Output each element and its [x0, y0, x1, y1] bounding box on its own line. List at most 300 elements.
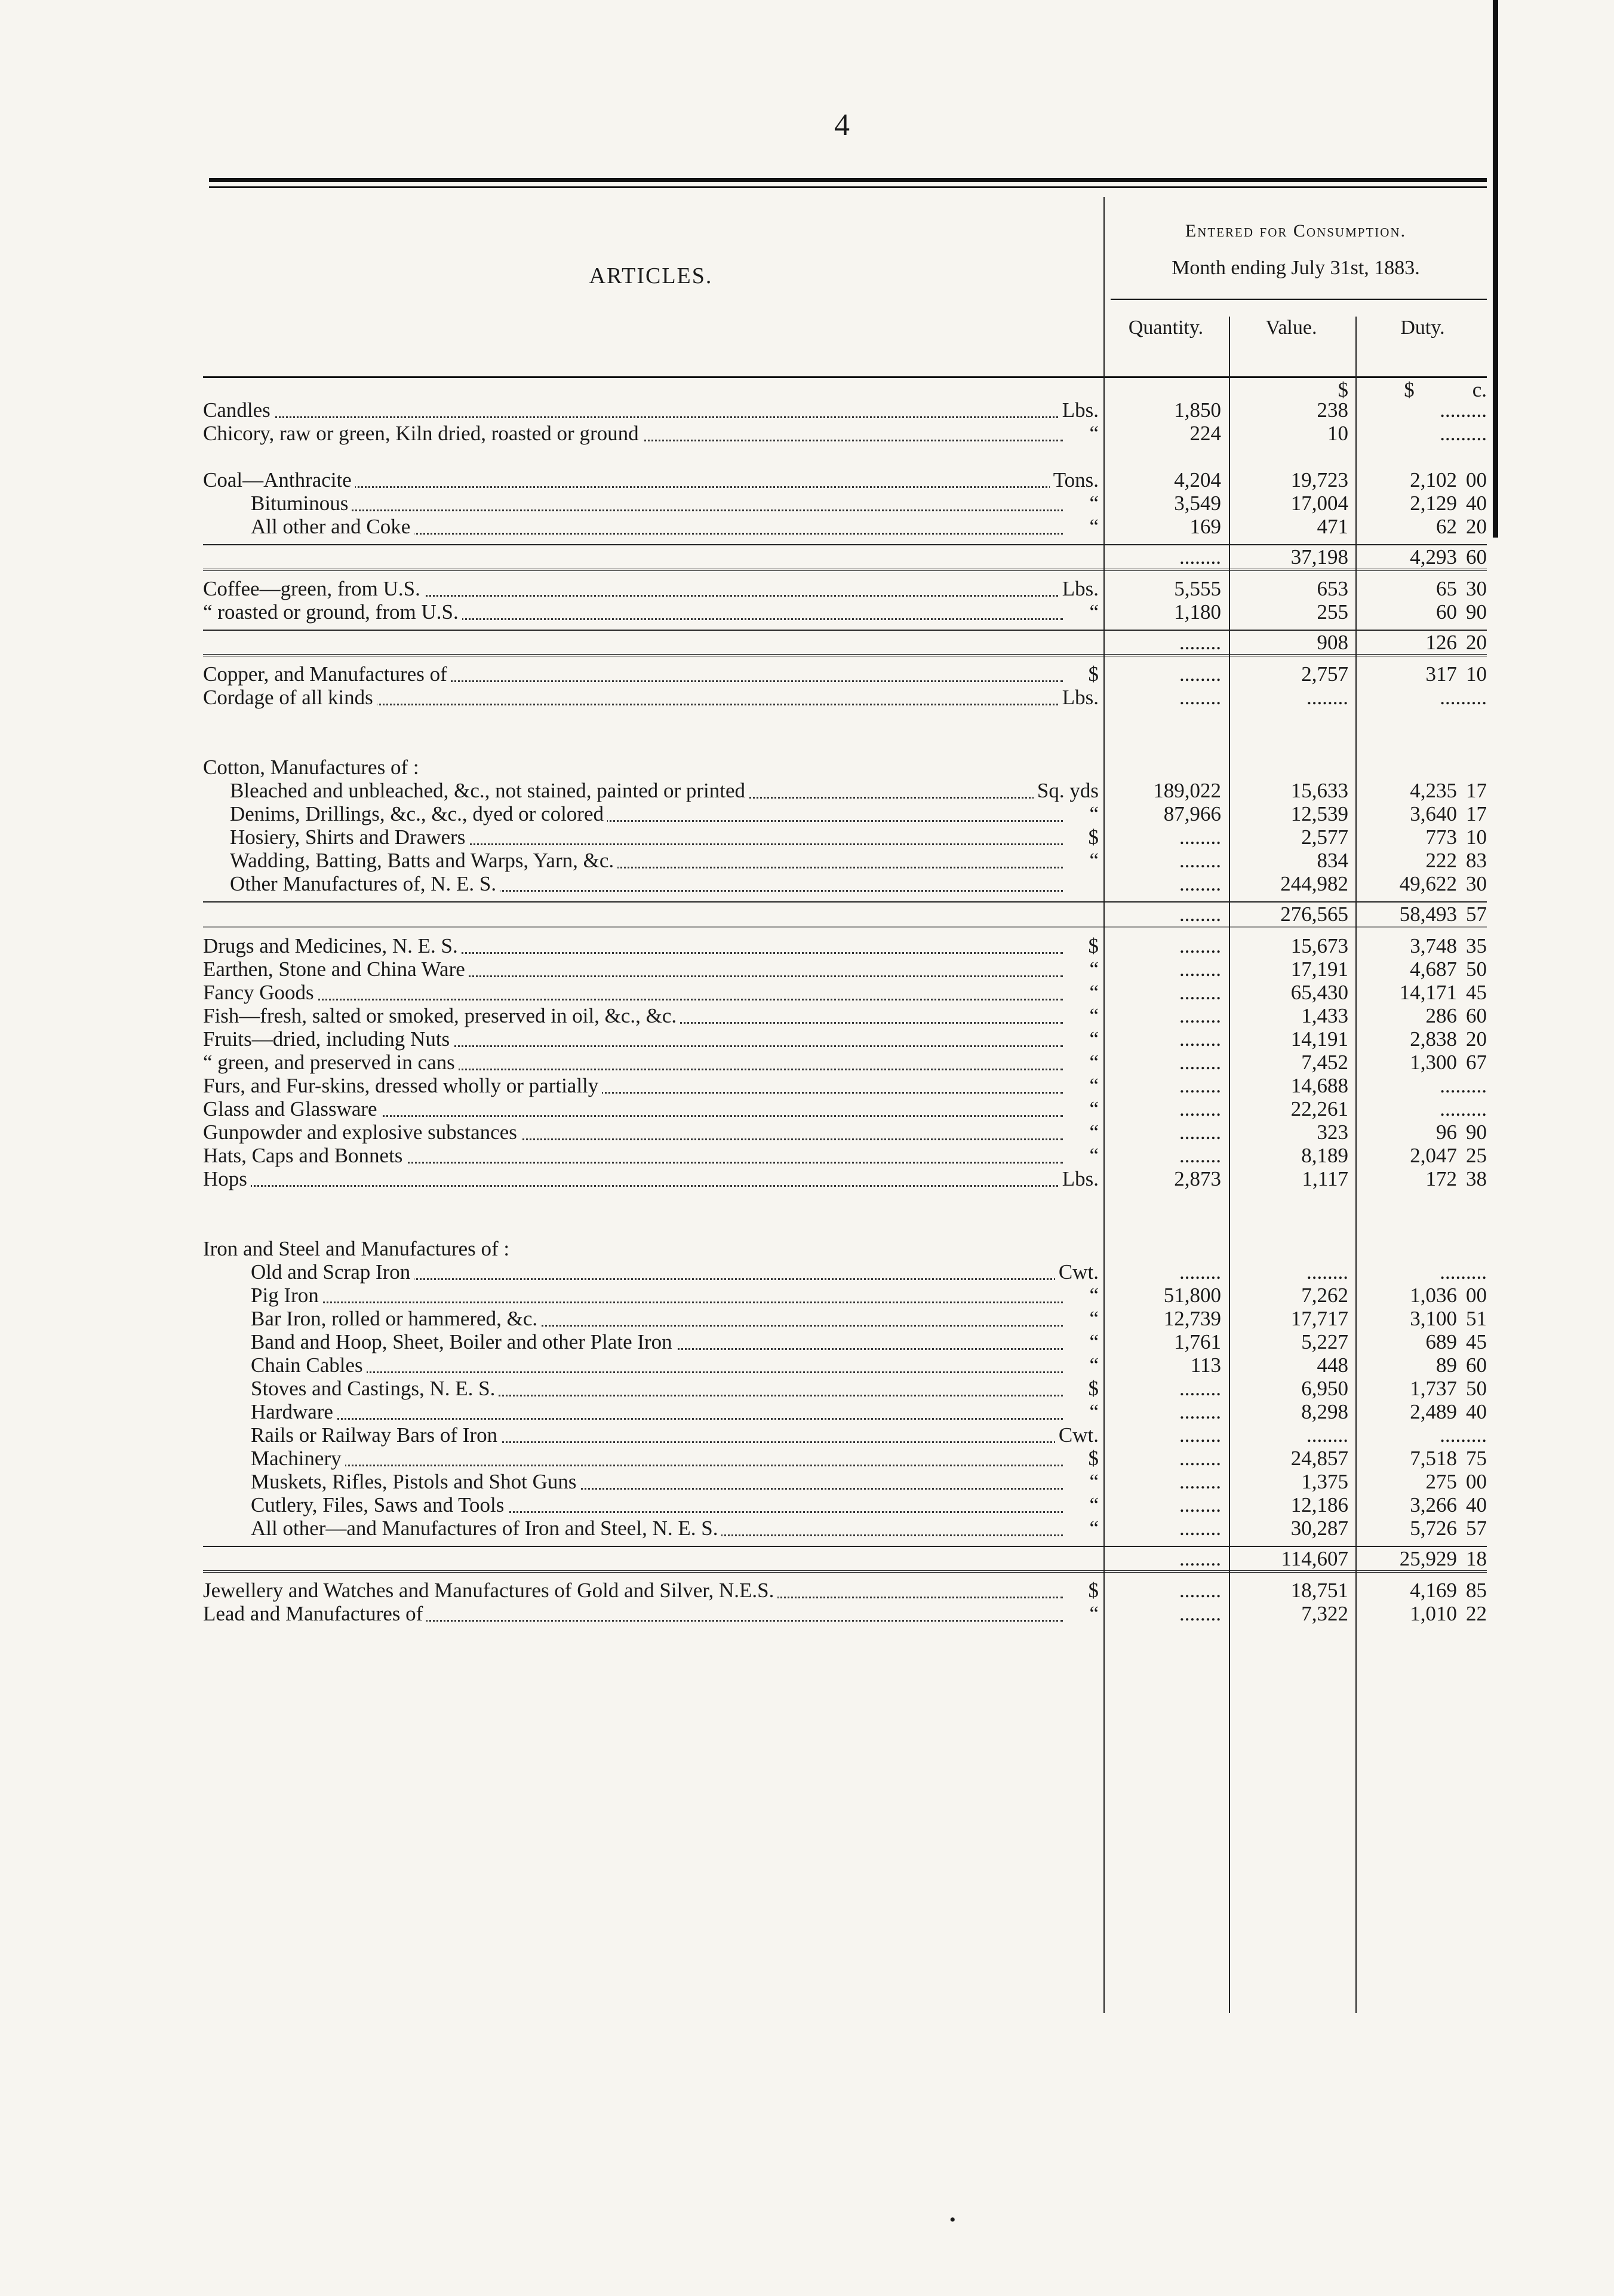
- article-label: [203, 422, 1099, 445]
- article-name: Denims, Drillings, &c., &c., dyed or colored: [230, 802, 607, 825]
- article-label: [251, 1447, 1099, 1470]
- article-name: Earthen, Stone and China Ware: [203, 957, 469, 981]
- table-row: [203, 756, 1487, 779]
- duty-dollars-cell: 4,293: [1410, 545, 1457, 569]
- quantity-cell: ........: [1179, 825, 1221, 849]
- duty-cents-cell: 90: [1466, 600, 1487, 624]
- unit-mark: “: [1086, 1051, 1099, 1074]
- duty-dollars-cell: 4,169: [1410, 1579, 1457, 1602]
- value-cell: 244,982: [1280, 872, 1348, 895]
- table-row: [203, 422, 1487, 445]
- quantity-cell: 12,739: [1163, 1307, 1221, 1330]
- quantity-cell: ........: [1179, 1423, 1221, 1447]
- unit-mark: “: [1086, 1284, 1099, 1307]
- table-row: [203, 1004, 1487, 1027]
- value-cell: 2,577: [1301, 825, 1348, 849]
- article-name: Old and Scrap Iron: [251, 1260, 414, 1284]
- quantity-cell: ........: [1179, 686, 1221, 709]
- table-row: [203, 1330, 1487, 1353]
- leader-dots: [203, 416, 1063, 418]
- unit-mark: Lbs.: [1059, 398, 1099, 422]
- duty-cents-cell: 00: [1466, 1284, 1487, 1307]
- quantity-cell: ........: [1179, 1400, 1221, 1423]
- article-label: [203, 981, 1099, 1004]
- value-cell: 448: [1317, 1353, 1348, 1377]
- article-label: [230, 802, 1099, 825]
- unit-mark: “: [1086, 1602, 1099, 1625]
- article-name: “ roasted or ground, from U.S.: [203, 600, 462, 624]
- quantity-cell: ........: [1179, 1027, 1221, 1051]
- unit-mark: $: [1085, 1377, 1099, 1400]
- duty-cents-cell: 20: [1466, 1027, 1487, 1051]
- unit-mark: Lbs.: [1059, 577, 1099, 600]
- table-row: [203, 849, 1487, 872]
- table-row: [203, 1051, 1487, 1074]
- quantity-cell: 4,204: [1174, 468, 1221, 492]
- table-row: [203, 468, 1487, 492]
- unit-mark: “: [1086, 1121, 1099, 1144]
- article-name: Gunpowder and explosive substances: [203, 1121, 521, 1144]
- table-row: [203, 981, 1487, 1004]
- value-cell: 1,375: [1301, 1470, 1348, 1493]
- duty-dollars-cell: 58,493: [1399, 903, 1457, 926]
- article-label: [251, 515, 1099, 538]
- article-label: [251, 1330, 1099, 1353]
- unit-mark: “: [1086, 422, 1099, 445]
- unit-mark: “: [1086, 1517, 1099, 1540]
- top-rule-thick: [209, 178, 1487, 182]
- quantity-cell: ........: [1179, 1493, 1221, 1517]
- duty-cents-cell: 51: [1466, 1307, 1487, 1330]
- table-row: [203, 1284, 1487, 1307]
- duty-cents-cell: 40: [1466, 492, 1487, 515]
- value-unit: $: [1338, 378, 1348, 401]
- header-divider: [1111, 299, 1487, 300]
- unit-mark: $: [1085, 662, 1099, 686]
- quantity-cell: 5,555: [1174, 577, 1221, 600]
- duty-dollars-cell: 2,838: [1410, 1027, 1457, 1051]
- duty-dollars-cell: 286: [1425, 1004, 1457, 1027]
- duty-dollars-cell: 4,687: [1410, 957, 1457, 981]
- quantity-cell: ........: [1179, 1121, 1221, 1144]
- article-name: Coffee—green, from U.S.: [203, 577, 424, 600]
- article-label: [251, 1377, 1099, 1400]
- table-row: [203, 1517, 1487, 1540]
- article-name: Band and Hoop, Sheet, Boiler and other Plate Iron: [251, 1330, 676, 1353]
- duty-cents-cell: 85: [1466, 1579, 1487, 1602]
- table-row: [203, 1353, 1487, 1377]
- article-label: [203, 1027, 1099, 1051]
- quantity-cell: ........: [1179, 1074, 1221, 1097]
- article-label: [203, 1074, 1099, 1097]
- quantity-cell: 1,180: [1174, 600, 1221, 624]
- table-header: [203, 197, 1487, 378]
- article-name: Pig Iron: [251, 1284, 322, 1307]
- duty-dollar-unit: $: [1404, 378, 1415, 401]
- duty-dollars-cell: 2,047: [1410, 1144, 1457, 1167]
- article-label: [251, 1470, 1099, 1493]
- unit-mark: “: [1086, 1307, 1099, 1330]
- article-label: [230, 779, 1099, 802]
- footer-mark: •: [949, 2210, 956, 2230]
- table-row: [203, 1074, 1487, 1097]
- unit-mark: $: [1085, 934, 1099, 957]
- article-name: Jewellery and Watches and Manufactures of Gold and Silver, N.E.S.: [203, 1579, 777, 1602]
- article-name: Hats, Caps and Bonnets: [203, 1144, 406, 1167]
- value-cell: 24,857: [1290, 1447, 1348, 1470]
- unit-mark: “: [1086, 1400, 1099, 1423]
- quantity-cell: ........: [1179, 1260, 1221, 1284]
- value-cell: 22,261: [1290, 1097, 1348, 1121]
- table-row: [203, 1447, 1487, 1470]
- table-row: [203, 686, 1487, 709]
- quantity-cell: ........: [1179, 1144, 1221, 1167]
- quantity-cell: 224: [1189, 422, 1221, 445]
- duty-dollars-cell: 689: [1425, 1330, 1457, 1353]
- table-row: [203, 1579, 1487, 1602]
- value-cell: 8,298: [1301, 1400, 1348, 1423]
- value-cell: 10: [1327, 422, 1348, 445]
- value-cell: 6,950: [1301, 1377, 1348, 1400]
- article-label: [203, 662, 1099, 686]
- duty-cents-cell: 30: [1466, 577, 1487, 600]
- duty-dollars-cell: 773: [1425, 825, 1457, 849]
- duty-dollars-cell: 3,748: [1410, 934, 1457, 957]
- table-row: [203, 934, 1487, 957]
- article-name: All other—and Manufactures of Iron and Steel, N. E. S.: [251, 1517, 721, 1540]
- value-cell: 37,198: [1290, 545, 1348, 569]
- leader-dots: [251, 1302, 1063, 1303]
- value-cell: 2,757: [1301, 662, 1348, 686]
- quantity-cell: 87,966: [1163, 802, 1221, 825]
- article-label: [203, 398, 1099, 422]
- quantity-cell: 1,761: [1174, 1330, 1221, 1353]
- value-cell: 19,723: [1290, 468, 1348, 492]
- article-name: Fruits—dried, including Nuts: [203, 1027, 453, 1051]
- duty-cents-cell: 38: [1466, 1167, 1487, 1190]
- table-row: [203, 1237, 1487, 1260]
- unit-mark: “: [1086, 492, 1099, 515]
- value-cell: 255: [1317, 600, 1348, 624]
- article-name: Machinery: [251, 1447, 345, 1470]
- article-label: [203, 1579, 1099, 1602]
- value-cell: 14,191: [1290, 1027, 1348, 1051]
- duty-cents-cell: 40: [1466, 1400, 1487, 1423]
- article-name: All other and Coke: [251, 515, 414, 538]
- unit-mark: “: [1086, 957, 1099, 981]
- blank-row: [203, 445, 1487, 468]
- duty-cents-cell: 00: [1466, 468, 1487, 492]
- quantity-cell: ........: [1179, 1517, 1221, 1540]
- article-label: [251, 1353, 1099, 1377]
- article-label: [203, 1602, 1099, 1625]
- article-label: [251, 1284, 1099, 1307]
- duty-dollars-cell: .........: [1440, 398, 1487, 422]
- article-name: Hardware: [251, 1400, 337, 1423]
- duty-dollars-cell: 275: [1425, 1470, 1457, 1493]
- duty-cents-cell: 75: [1466, 1447, 1487, 1470]
- duty-cents-cell: 20: [1466, 515, 1487, 538]
- quantity-cell: 113: [1190, 1353, 1221, 1377]
- article-name: Other Manufactures of, N. E. S.: [230, 872, 500, 895]
- duty-cents-unit: c.: [1472, 378, 1487, 401]
- duty-dollars-cell: 5,726: [1410, 1517, 1457, 1540]
- duty-dollars-cell: 2,129: [1410, 492, 1457, 515]
- duty-dollars-cell: 7,518: [1410, 1447, 1457, 1470]
- total-row: [203, 1546, 1487, 1573]
- article-name: Wadding, Batting, Batts and Warps, Yarn, &c.: [230, 849, 617, 872]
- blank-row: [203, 1214, 1487, 1237]
- unit-mark: “: [1086, 600, 1099, 624]
- leader-dots: [203, 999, 1063, 1000]
- article-name: Fancy Goods: [203, 981, 318, 1004]
- table-row: [203, 515, 1487, 538]
- duty-cents-cell: 67: [1466, 1051, 1487, 1074]
- duty-cents-cell: 10: [1466, 825, 1487, 849]
- article-label: [251, 1400, 1099, 1423]
- duty-dollars-cell: .........: [1440, 422, 1487, 445]
- article-name: Drugs and Medicines, N. E. S.: [203, 934, 462, 957]
- duty-cents-cell: 00: [1466, 1470, 1487, 1493]
- value-cell: 114,607: [1281, 1547, 1348, 1570]
- unit-mark: “: [1086, 1330, 1099, 1353]
- entered-heading: Entered for Consumption.: [1185, 221, 1407, 241]
- blank-row: [203, 1190, 1487, 1214]
- article-name: Cordage of all kinds: [203, 686, 377, 709]
- unit-mark: $: [1085, 825, 1099, 849]
- table-body: [203, 398, 1487, 1625]
- quantity-cell: 169: [1189, 515, 1221, 538]
- quantity-cell: ........: [1179, 849, 1221, 872]
- article-name: Hops: [203, 1167, 251, 1190]
- duty-dollars-cell: 60: [1436, 600, 1457, 624]
- article-label: [203, 1144, 1099, 1167]
- unit-mark: “: [1086, 515, 1099, 538]
- unit-mark: $: [1085, 1579, 1099, 1602]
- duty-dollars-cell: 1,300: [1410, 1051, 1457, 1074]
- unit-mark: “: [1086, 1470, 1099, 1493]
- month-heading: Month ending July 31st, 1883.: [1172, 257, 1420, 279]
- duty-dollars-cell: .........: [1440, 1097, 1487, 1121]
- leader-dots: [251, 1418, 1063, 1420]
- table-row: [203, 1602, 1487, 1625]
- value-heading: Value.: [1265, 317, 1317, 339]
- duty-heading: Duty.: [1400, 317, 1445, 339]
- consumption-table: [203, 197, 1487, 1625]
- total-row: [203, 544, 1487, 571]
- article-name: Bar Iron, rolled or hammered, &c.: [251, 1307, 541, 1330]
- value-cell: 14,688: [1290, 1074, 1348, 1097]
- article-label: [230, 825, 1099, 849]
- quantity-cell: ........: [1179, 545, 1221, 569]
- duty-cents-cell: 22: [1466, 1602, 1487, 1625]
- value-cell: 5,227: [1301, 1330, 1348, 1353]
- quantity-cell: ........: [1179, 1547, 1221, 1570]
- quantity-heading: Quantity.: [1128, 317, 1204, 339]
- unit-mark: Cwt.: [1055, 1423, 1099, 1447]
- value-cell: 15,673: [1290, 934, 1348, 957]
- table-row: [203, 1423, 1487, 1447]
- article-name: Bleached and unbleached, &c., not stained, painted or printed: [230, 779, 749, 802]
- duty-cents-cell: 25: [1466, 1144, 1487, 1167]
- article-name: Cutlery, Files, Saws and Tools: [251, 1493, 508, 1517]
- value-cell: 17,191: [1290, 957, 1348, 981]
- duty-dollars-cell: 172: [1425, 1167, 1457, 1190]
- value-cell: 471: [1317, 515, 1348, 538]
- unit-mark: “: [1086, 1493, 1099, 1517]
- table-row: [203, 1470, 1487, 1493]
- article-label: [251, 1260, 1099, 1284]
- column-rule-value: [1355, 317, 1357, 2013]
- value-cell: 276,565: [1280, 903, 1348, 926]
- duty-cents-cell: 90: [1466, 1121, 1487, 1144]
- duty-cents-cell: 45: [1466, 981, 1487, 1004]
- duty-dollars-cell: 126: [1425, 631, 1457, 654]
- value-cell: 30,287: [1290, 1517, 1348, 1540]
- duty-cents-cell: 10: [1466, 662, 1487, 686]
- quantity-cell: ........: [1179, 934, 1221, 957]
- value-cell: ........: [1306, 1260, 1348, 1284]
- duty-cents-cell: 35: [1466, 934, 1487, 957]
- quantity-cell: ........: [1179, 981, 1221, 1004]
- quantity-cell: ........: [1179, 1051, 1221, 1074]
- duty-cents-cell: 40: [1466, 1493, 1487, 1517]
- quantity-cell: 3,549: [1174, 492, 1221, 515]
- value-cell: 7,262: [1301, 1284, 1348, 1307]
- value-cell: 15,633: [1290, 779, 1348, 802]
- duty-dollars-cell: 89: [1436, 1353, 1457, 1377]
- article-name: Cotton, Manufactures of :: [203, 756, 423, 779]
- table-row: [203, 802, 1487, 825]
- duty-cents-cell: 20: [1466, 631, 1487, 654]
- quantity-cell: ........: [1179, 1602, 1221, 1625]
- table-row: [203, 1493, 1487, 1517]
- table-row: [203, 1167, 1487, 1190]
- duty-cents-cell: 17: [1466, 779, 1487, 802]
- duty-dollars-cell: .........: [1440, 1074, 1487, 1097]
- value-cell: 12,539: [1290, 802, 1348, 825]
- duty-cents-cell: 60: [1466, 1353, 1487, 1377]
- unit-mark: “: [1086, 1353, 1099, 1377]
- article-label: [203, 756, 1099, 779]
- unit-mark: “: [1086, 1004, 1099, 1027]
- quantity-cell: ........: [1179, 872, 1221, 895]
- value-cell: 12,186: [1290, 1493, 1348, 1517]
- article-label: [203, 1167, 1099, 1190]
- table-row: [203, 1144, 1487, 1167]
- duty-dollars-cell: 4,235: [1410, 779, 1457, 802]
- unit-mark: Sq. yds: [1034, 779, 1099, 802]
- leader-dots: [251, 509, 1063, 511]
- duty-dollars-cell: .........: [1440, 1423, 1487, 1447]
- unit-mark: “: [1086, 849, 1099, 872]
- article-label: [230, 872, 1099, 895]
- article-name: Copper, and Manufactures of: [203, 662, 451, 686]
- duty-cents-cell: 60: [1466, 545, 1487, 569]
- value-cell: ........: [1306, 1423, 1348, 1447]
- duty-dollars-cell: 2,489: [1410, 1400, 1457, 1423]
- value-cell: 7,322: [1301, 1602, 1348, 1625]
- article-name: “ green, and preserved in cans: [203, 1051, 459, 1074]
- article-label: [251, 1517, 1099, 1540]
- duty-dollars-cell: 1,036: [1410, 1284, 1457, 1307]
- total-row: [203, 901, 1487, 928]
- page-edge-border: [1493, 0, 1498, 538]
- article-name: Glass and Glassware: [203, 1097, 381, 1121]
- quantity-cell: ........: [1179, 957, 1221, 981]
- table-row: [203, 662, 1487, 686]
- table-row: [203, 1307, 1487, 1330]
- quantity-cell: 1,850: [1174, 398, 1221, 422]
- article-label: [251, 1423, 1099, 1447]
- unit-row: [203, 378, 1487, 401]
- article-name: Fish—fresh, salted or smoked, preserved in oil, &c., &c.: [203, 1004, 680, 1027]
- table-row: [203, 1260, 1487, 1284]
- value-cell: 65,430: [1290, 981, 1348, 1004]
- table-row: [203, 957, 1487, 981]
- article-label: [203, 468, 1099, 492]
- article-name: Furs, and Fur-skins, dressed wholly or partially: [203, 1074, 602, 1097]
- article-name: Coal—Anthracite: [203, 468, 355, 492]
- article-label: [230, 849, 1099, 872]
- quantity-cell: ........: [1179, 1377, 1221, 1400]
- article-name: Chicory, raw or green, Kiln dried, roasted or ground: [203, 422, 642, 445]
- duty-cents-cell: 50: [1466, 957, 1487, 981]
- duty-cents-cell: 57: [1466, 1517, 1487, 1540]
- column-rule-qty: [1229, 317, 1230, 2013]
- quantity-cell: ........: [1179, 1097, 1221, 1121]
- unit-mark: Lbs.: [1059, 686, 1099, 709]
- article-label: [203, 1097, 1099, 1121]
- duty-cents-cell: 18: [1466, 1547, 1487, 1570]
- article-name: Lead and Manufactures of: [203, 1602, 426, 1625]
- quantity-cell: ........: [1179, 1447, 1221, 1470]
- article-label: [203, 686, 1099, 709]
- duty-cents-cell: 83: [1466, 849, 1487, 872]
- value-cell: 1,433: [1301, 1004, 1348, 1027]
- value-cell: ........: [1306, 686, 1348, 709]
- article-label: [251, 1307, 1099, 1330]
- leader-dots: [251, 1465, 1063, 1466]
- article-name: Candles: [203, 398, 274, 422]
- duty-dollars-cell: 317: [1425, 662, 1457, 686]
- page-number: 4: [834, 108, 850, 142]
- table-row: [203, 825, 1487, 849]
- unit-mark: Cwt.: [1055, 1260, 1099, 1284]
- table-row: [203, 1400, 1487, 1423]
- unit-mark: $: [1085, 1447, 1099, 1470]
- duty-dollars-cell: 25,929: [1399, 1547, 1457, 1570]
- quantity-cell: ........: [1179, 903, 1221, 926]
- article-label: [203, 1051, 1099, 1074]
- value-cell: 653: [1317, 577, 1348, 600]
- unit-mark: Tons.: [1050, 468, 1099, 492]
- blank-row: [203, 709, 1487, 732]
- article-name: Muskets, Rifles, Pistols and Shot Guns: [251, 1470, 580, 1493]
- duty-dollars-cell: .........: [1440, 1260, 1487, 1284]
- duty-dollars-cell: 3,640: [1410, 802, 1457, 825]
- unit-mark: “: [1086, 1074, 1099, 1097]
- article-name: Iron and Steel and Manufactures of :: [203, 1237, 513, 1260]
- value-cell: 323: [1317, 1121, 1348, 1144]
- top-rule-thin: [209, 186, 1487, 188]
- duty-cents-cell: 45: [1466, 1330, 1487, 1353]
- unit-mark: “: [1086, 981, 1099, 1004]
- duty-dollars-cell: 2,102: [1410, 468, 1457, 492]
- quantity-cell: 189,022: [1153, 779, 1221, 802]
- article-name: Rails or Railway Bars of Iron: [251, 1423, 501, 1447]
- article-label: [203, 600, 1099, 624]
